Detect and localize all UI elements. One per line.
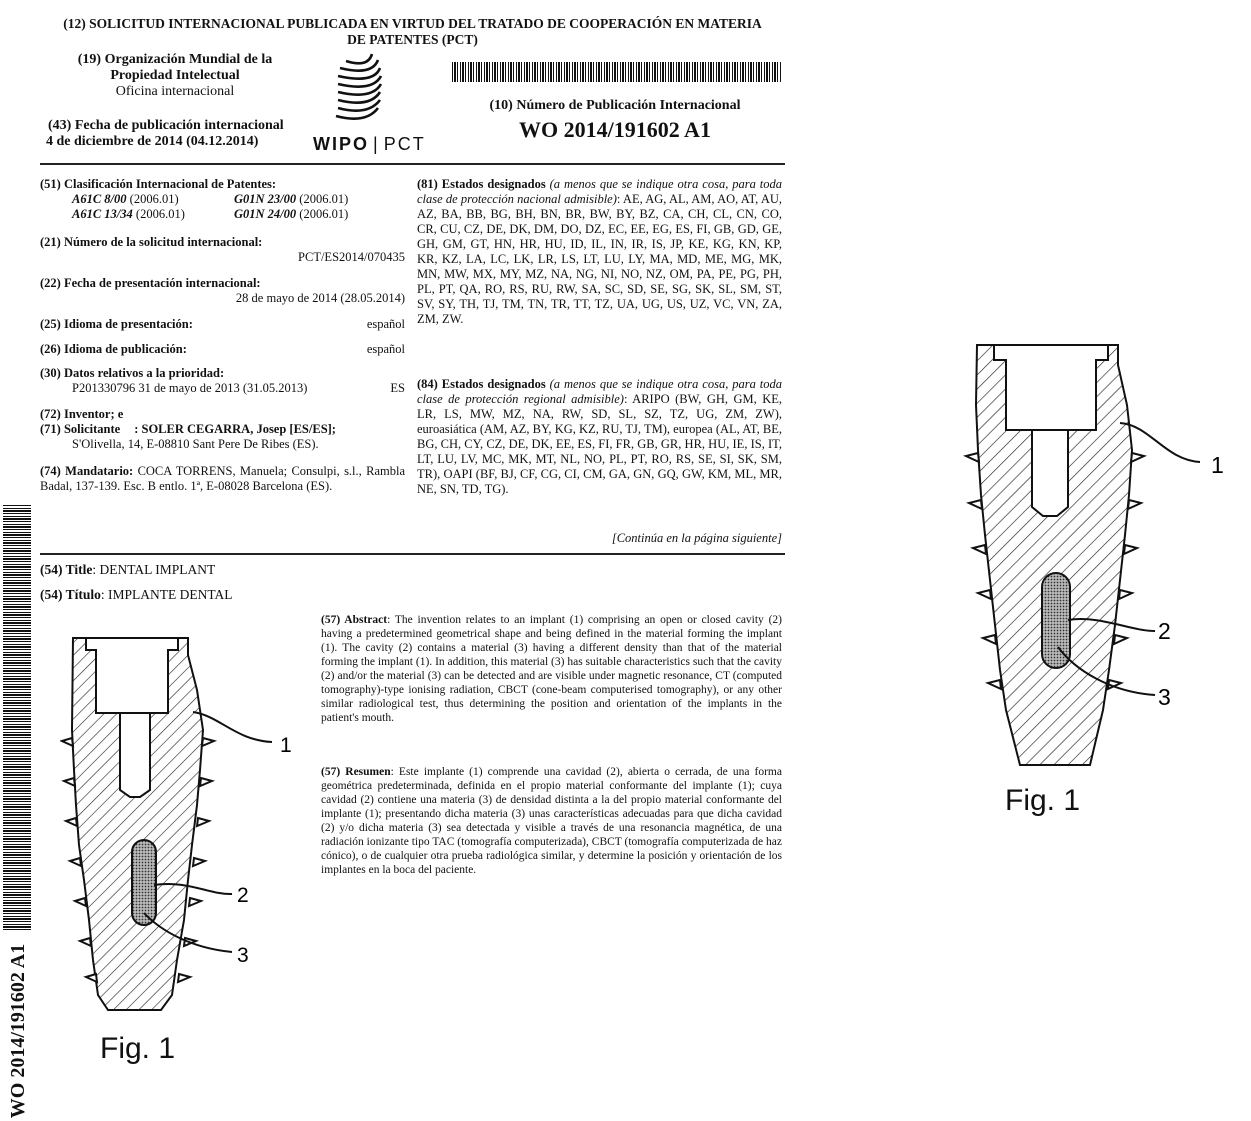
class-code: A61C 8/00 xyxy=(72,192,127,206)
field-71-value: : SOLER CEGARRA, Josep [ES/ES]; xyxy=(134,422,336,436)
class-year: (2006.01) xyxy=(135,207,185,221)
reference-2: 2 xyxy=(237,884,249,907)
field-72-71 xyxy=(40,407,405,452)
field-22-value: 28 de mayo de 2014 (28.05.2014) xyxy=(235,291,405,305)
pct-text: PCT xyxy=(383,134,426,154)
implant-socket xyxy=(86,638,178,713)
abstract-en-label: (57) Abstract xyxy=(321,614,388,626)
field-26-value: español xyxy=(366,342,405,356)
header-title-12 xyxy=(40,16,785,48)
field-25-value: español xyxy=(366,317,405,331)
title-es-value: : IMPLANTE DENTAL xyxy=(100,587,233,602)
side-publication-number: WO 2014/191602 A1 xyxy=(7,943,29,1119)
wipo-globe-icon xyxy=(318,50,448,130)
field-30 xyxy=(40,366,405,396)
field-51-label: (51) Clasificación Internacional de Patentes: xyxy=(40,177,277,191)
field-84-label: (84) Estados designados xyxy=(417,377,546,391)
wipo-pct-wordmark: WIPO | PCT xyxy=(313,134,426,154)
implant-socket xyxy=(994,345,1108,430)
title-es-label: (54) Título xyxy=(40,587,101,602)
field-30-country: ES xyxy=(390,381,405,395)
abstract-en-text: : The invention relates to an implant (1) comprising an open or closed cavity (2) having a predetermined geometrical shape and being defined in the material forming the implant (1). The cavity (2) contains a material (3) having a different density than that of the material forming the implant (1). In addition, this material (3) has suitable characteristics such that the cavity (2) and/or the material (3) can be detected and are visible under magnetic resonance, CT (computed tomography)-type ionising radiation, CBCT (cone-beam computerised tomography), or any other similar radiological test, thus determining the position and orientation of the implants in the patient's mouth. xyxy=(321,614,782,724)
class-year: (2006.01) xyxy=(299,207,349,221)
figure-label-large: Fig. 1 xyxy=(1005,784,1081,817)
publication-number-block xyxy=(450,98,780,144)
field-71-address: S'Olivella, 14, E-08810 Sant Pere De Ribes (ES). xyxy=(72,437,319,451)
continued-note: [Continúa en la página siguiente] xyxy=(611,531,782,545)
class-code: A61C 13/34 xyxy=(72,207,133,221)
field-30-value: P201330796 31 de mayo de 2013 (31.05.2013) xyxy=(72,381,308,395)
field-21-label: (21) Número de la solicitud internacional: xyxy=(40,235,263,249)
implant-figure-large xyxy=(960,335,1240,775)
abstract-es-text: : Este implante (1) comprende una cavidad (2), abierta o cerrada, de una forma geométrica predeterminada, definida en el propio material conformante del implante (1); cuya cavidad (2) contiene una materia (3) de densidad distinta a la del propio material conformante del implante (1); presentando dicha materia (3) unas características adecuadas para que dicha cavidad (2) y/o dicha materia (3) sea detectada y visible a través de una resonancia magnética, de una radiación ionizante tipo TAC (tomografía computerizada), CBCT (tomografía computerizada de haz cónico), o de cualquier otra prueba radiológica similar, y determine la posición y orientación de los implantes en la boca del paciente. xyxy=(321,766,782,876)
field-26-label: (26) Idioma de publicación: xyxy=(40,342,187,356)
title-en-value: : DENTAL IMPLANT xyxy=(92,562,216,577)
field-51 xyxy=(40,177,405,222)
publication-date-label: (43) Fecha de publicación internacional xyxy=(48,118,284,133)
barcode-top xyxy=(452,62,782,82)
field-21-value: PCT/ES2014/070435 xyxy=(298,250,405,264)
field-25-label: (25) Idioma de presentación: xyxy=(40,317,193,331)
field-84 xyxy=(417,377,782,497)
abstract-es xyxy=(321,765,782,877)
figure-label-small: Fig. 1 xyxy=(100,1032,176,1065)
publication-number-label: (10) Número de Publicación Internacional xyxy=(489,98,741,113)
field-51-row-2 xyxy=(40,207,405,222)
fields-divider xyxy=(40,553,785,555)
cavity-marker xyxy=(1042,573,1070,668)
org-line-3: Oficina internacional xyxy=(115,84,235,99)
field-26 xyxy=(40,342,405,357)
reference-3: 3 xyxy=(237,944,249,967)
header-line-12b: DE PATENTES (PCT) xyxy=(347,32,478,47)
class-year: (2006.01) xyxy=(129,192,179,206)
implant-figure-small xyxy=(60,630,300,1035)
reference-1: 1 xyxy=(280,734,292,757)
implant-screw-hole xyxy=(120,713,150,797)
class-code: G01N 24/00 xyxy=(234,207,297,221)
reference-1: 1 xyxy=(1211,452,1224,478)
field-71-label: (71) Solicitante xyxy=(40,422,121,436)
field-25 xyxy=(40,317,405,332)
reference-2: 2 xyxy=(1158,618,1171,644)
publication-date-block xyxy=(48,118,318,150)
field-74-label: (74) Mandatario: xyxy=(40,464,134,478)
field-81-note: (a menos que se indique otra cosa, para toda clase de protección nacional admisible) xyxy=(417,177,782,206)
wipo-text: WIPO xyxy=(313,134,369,154)
barcode-side xyxy=(3,505,31,930)
publication-number-value: WO 2014/191602 A1 xyxy=(519,117,711,142)
publication-date-value: 4 de diciembre de 2014 (04.12.2014) xyxy=(46,134,259,149)
abstract-es-label: (57) Resumen xyxy=(321,766,391,778)
field-30-label: (30) Datos relativos a la prioridad: xyxy=(40,366,225,380)
title-es xyxy=(40,587,440,603)
abstract-en xyxy=(321,613,782,725)
field-81 xyxy=(417,177,782,327)
cavity-marker xyxy=(132,840,156,925)
organization-block xyxy=(55,52,295,100)
header-divider xyxy=(40,163,785,165)
title-en xyxy=(40,562,440,578)
field-74 xyxy=(40,464,405,494)
field-30-row xyxy=(40,381,405,396)
org-line-2: Propiedad Intelectual xyxy=(110,68,240,83)
org-line-1: (19) Organización Mundial de la xyxy=(77,52,273,67)
reference-3: 3 xyxy=(1158,684,1171,710)
field-22 xyxy=(40,276,405,306)
title-en-label: (54) Title xyxy=(40,562,93,577)
header-line-12: (12) SOLICITUD INTERNACIONAL PUBLICADA EN VIRTUD DEL TRATADO DE COOPERACIÓN EN MATERIA xyxy=(63,16,762,31)
wipo-logo xyxy=(313,50,448,155)
class-code: G01N 23/00 xyxy=(234,192,297,206)
field-22-label: (22) Fecha de presentación internacional: xyxy=(40,276,261,290)
field-74-value: COCA TORRENS, Manuela; Consulpi, s.l., Rambla Badal, 137-139. Esc. B entlo. 1ª, E-08028 Barcelona (ES). xyxy=(40,464,406,493)
field-81-value: : AE, AG, AL, AM, AO, AT, AU, AZ, BA, BB, BG, BH, BN, BR, BW, BY, BZ, CA, CH, CL, CN, CO, CR, CU, CZ, DE, DK, DM, DO, DZ, EC, EE, EG, ES, FI, GB, GD, GE, GH, GM, GT, HN, HR, HU, ID, IL, IN, IR, IS, JP, KE, KG, KN, KP, KR, KZ, LA, LC, LK, LR, LS, LT, LU, LY, MA, MD, ME, MG, MK, MN, MW, MX, MY, MZ, NA, NG, NI, NO, NZ, OM, PA, PE, PG, PH, PL, PT, QA, RO, RS, RU, RW, SA, SC, SD, SE, SG, SK, SL, SM, ST, SV, SY, TH, TJ, TM, TN, TR, TT, TZ, UA, UG, US, UZ, VC, VN, ZA, ZM, ZW. xyxy=(417,192,782,326)
field-72-label: (72) Inventor; e xyxy=(40,407,124,421)
field-51-row-1 xyxy=(40,192,405,207)
field-21 xyxy=(40,235,405,265)
field-84-note: (a menos que se indique otra cosa, para toda clase de protección regional admisible) xyxy=(417,377,782,406)
field-84-value: : ARIPO (BW, GH, GM, KE, LR, LS, MW, MZ, NA, RW, SD, SL, SZ, TZ, UG, ZM, ZW), euroasiática (AM, AZ, BY, KG, KZ, RU, TJ, TM), europea (AL, AT, BE, BG, CH, CY, CZ, DE, DK, EE, ES, FI, FR, GB, GR, HR, HU, IE, IS, IT, LT, LU, LV, MC, MK, MT, NL, NO, PL, PT, RO, RS, SE, SI, SK, SM, TR), OAPI (BF, BJ, CF, CG, CI, CM, GA, GN, GQ, GW, KM, ML, MR, NE, SN, TD, TG). xyxy=(417,392,782,496)
field-81-label: (81) Estados designados xyxy=(417,177,546,191)
implant-screw-hole xyxy=(1032,430,1068,516)
class-year: (2006.01) xyxy=(299,192,349,206)
